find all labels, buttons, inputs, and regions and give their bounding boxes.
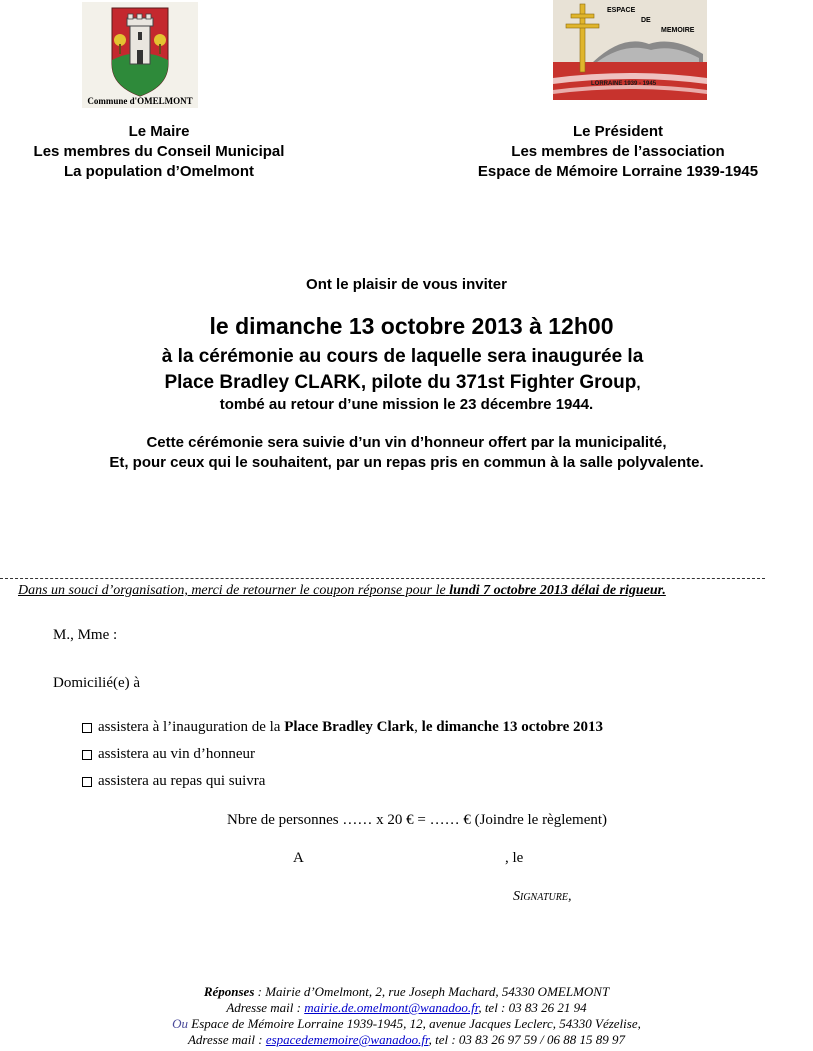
logo-text-espace: ESPACE — [607, 7, 636, 14]
header-left — [8, 122, 310, 182]
followup-line1: Cette cérémonie sera suivie d’un vin d’honneur offert par la municipalité, — [146, 434, 667, 451]
tel-2: , tel : 03 83 26 97 59 / 06 88 15 89 97 — [428, 1032, 626, 1047]
invitation-followup — [0, 433, 813, 473]
header-right-line1: Le Président — [572, 123, 664, 140]
ceremony-comma: , — [636, 375, 641, 392]
address-field-label: Domicilié(e) à — [53, 675, 141, 691]
header-right-line3: Espace de Mémoire Lorraine 1939-1945 — [477, 163, 759, 180]
option1-prefix: assistera à l’inauguration de la — [98, 719, 281, 735]
ou-label: Ou — [172, 1016, 189, 1031]
header-left-line1: Le Maire — [128, 123, 190, 140]
header-left-line3: La population d’Omelmont — [64, 163, 254, 180]
checkbox-vin-honneur[interactable] — [82, 750, 92, 760]
invitation-ceremony — [0, 344, 805, 397]
option3-label: assistera au repas qui suivra — [98, 773, 266, 789]
invitation-date: le dimanche 13 octobre 2013 à 12h00 — [209, 313, 614, 339]
espace-email-link[interactable]: espacedememoire@wanadoo.fr — [265, 1032, 429, 1047]
footer-mail-2 — [0, 1032, 813, 1048]
tel-1: , tel : 03 83 26 21 94 — [478, 1000, 587, 1015]
option-repas — [82, 773, 265, 790]
logo-text-lorraine: LORRAINE 1939 - 1945 — [591, 81, 657, 87]
alt-address: Espace de Mémoire Lorraine 1939-1945, 12, avenue Jacques Leclerc, 54330 Vézelise, — [188, 1016, 641, 1031]
coupon-notice — [18, 583, 666, 599]
invitation-intro: Ont le plaisir de vous inviter — [306, 276, 507, 293]
cut-line — [0, 578, 765, 579]
notice-deadline: lundi 7 octobre 2013 délai de rigueur. — [449, 583, 666, 598]
mail-label-1: Adresse mail : — [226, 1000, 305, 1015]
signature-label: Signature, — [513, 889, 572, 904]
omelmont-crest-logo — [82, 2, 198, 108]
reply-text: : Mairie d’Omelmont, 2, rue Joseph Machard, 54330 OMELMONT — [254, 984, 610, 999]
name-field-label: M., Mme : — [53, 627, 118, 643]
header-right-line2: Les membres de l’association — [511, 143, 725, 160]
header-left-line2: Les membres du Conseil Municipal — [33, 143, 285, 160]
espace-de-memoire-logo — [553, 0, 707, 100]
footer-reply — [0, 984, 813, 1000]
ceremony-place: Place Bradley CLARK, pilote du 371st Fighter Group — [164, 372, 637, 393]
persons-count-line: Nbre de personnes …… x 20 € = …… € (Joindre le règlement) — [227, 812, 608, 828]
place-label: A — [293, 850, 304, 866]
notice-text: Dans un souci d’organisation, merci de retourner le coupon réponse pour le — [18, 583, 446, 598]
header-right — [455, 122, 781, 182]
option1-place: Place Bradley Clark — [284, 719, 415, 735]
followup-line2: Et, pour ceux qui le souhaitent, par un repas pris en commun à la salle polyvalente. — [109, 454, 704, 471]
footer-mail-1 — [0, 1000, 813, 1016]
mairie-email-link[interactable]: mairie.de.omelmont@wanadoo.fr — [304, 1000, 479, 1015]
option2-label: assistera au vin d’honneur — [98, 746, 256, 762]
ceremony-line2 — [0, 370, 805, 397]
option1-sep: , — [414, 719, 418, 735]
option-vin-honneur — [82, 746, 255, 763]
checkbox-inauguration[interactable] — [82, 723, 92, 733]
invitation-fallen: tombé au retour d’une mission le 23 décembre 1944. — [219, 396, 594, 413]
ceremony-line1: à la cérémonie au cours de laquelle sera inaugurée la — [161, 346, 644, 367]
mail-label-2: Adresse mail : — [187, 1032, 266, 1047]
logo-text-de: DE — [641, 17, 651, 24]
logo-text-memoire: MEMOIRE — [661, 27, 695, 34]
date-label: , le — [505, 850, 524, 866]
footer-alt-address — [0, 1016, 813, 1032]
option-inauguration — [82, 719, 603, 736]
option1-date: le dimanche 13 octobre 2013 — [421, 719, 604, 735]
reply-label: Réponses — [203, 984, 255, 999]
crest-caption: Commune d'OMELMONT — [87, 96, 193, 106]
checkbox-repas[interactable] — [82, 777, 92, 787]
